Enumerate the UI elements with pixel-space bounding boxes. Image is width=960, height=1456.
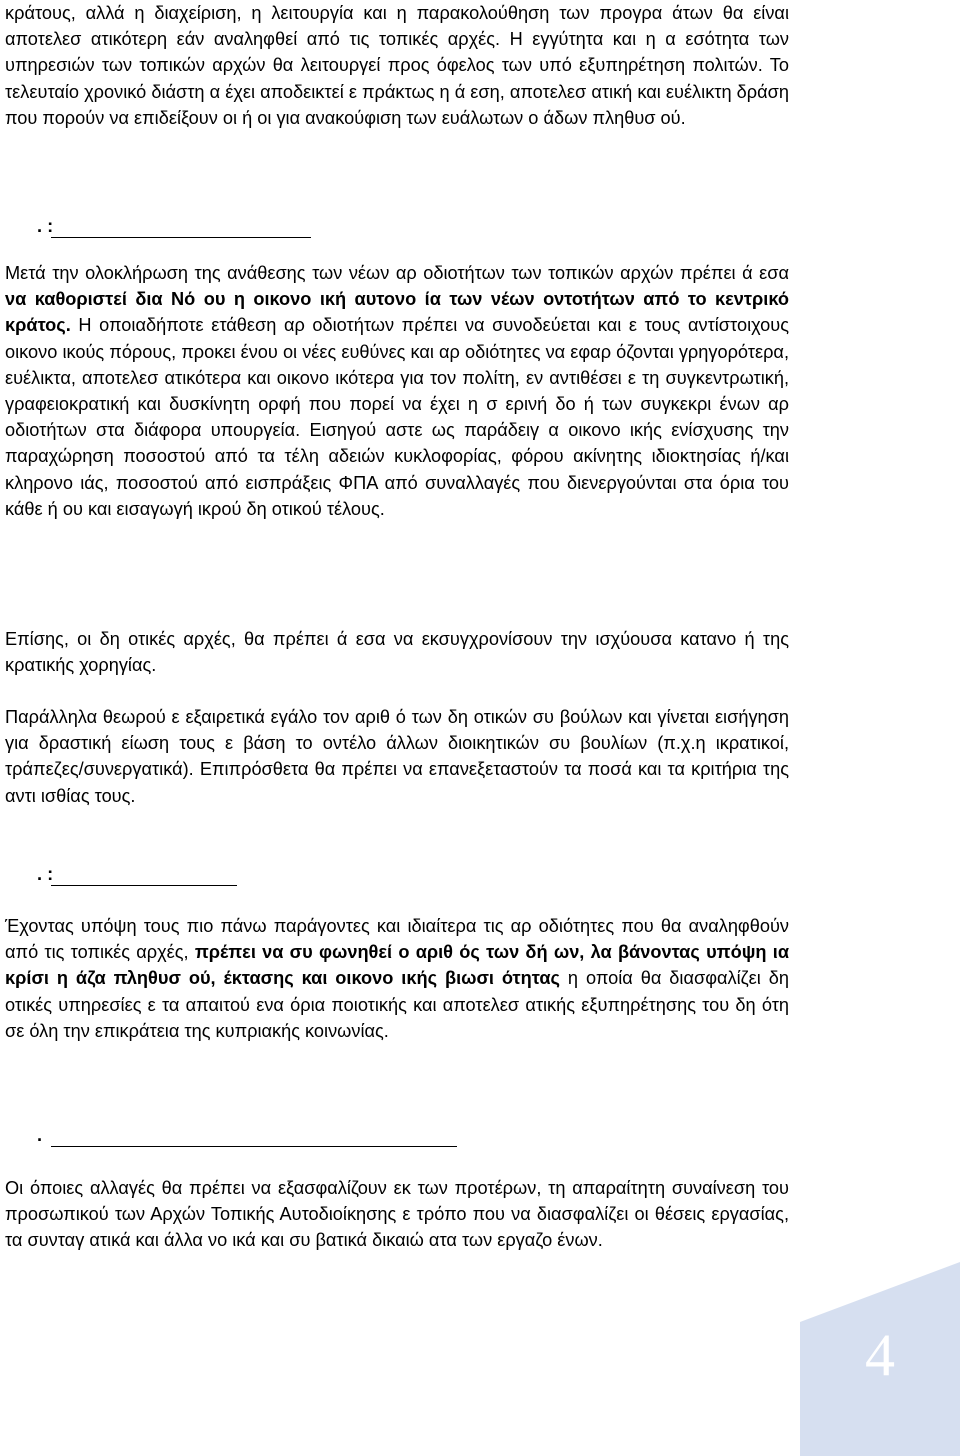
- section-heading-1: [37, 213, 53, 239]
- paragraph-text-run: Παράλληλα θεωρού ε εξαιρετικά εγάλο τον αριθ ό των δη οτικών συ βούλων και γίνεται εισήγηση για δραστική είωση τους ε βάση το οντέλο άλλων διοικητικών συ βουλίων (π.χ.η ικρατικοί, τράπεζες/συνεργατικά). Επιπρόσθετα θα πρέπει να επανεξεταστούν τα ποσά και τα κριτήρια της αντι ισθίας τους.: [5, 707, 789, 806]
- page-number: 4: [865, 1322, 895, 1388]
- paragraph-staff-consent: [5, 1175, 789, 1254]
- paragraph-text-run: η οποία θα διασφαλίζει δη οτικές υπηρεσίες ε τα απαιτού ενα όρια ποιοτικής και αποτελεσ ατικής εξυπηρέτησης του δη ότη σε όλη την επικράτεια της κυπριακής κοινωνίας.: [5, 968, 789, 1041]
- section-heading-2: [37, 861, 53, 887]
- heading-underline: [51, 1146, 457, 1147]
- heading-underline: [51, 237, 311, 238]
- heading-underline: [51, 885, 237, 886]
- paragraph-bold-run: να καθοριστεί δια Νό ου η οικονο ική αυτονο ία των νέων οντοτήτων από το κεντρικό κράτος.: [5, 289, 789, 336]
- paragraph-text-run: κράτους, αλλά η διαχείριση, η λειτουργία και η παρακολούθηση των προγρα άτων θα είναι αποτελεσ ατικότερη εάν αναληφθεί από τις τοπικές αρχές. Η εγγύτητα και η α εσότητα των υπηρεσιών των τοπικών αρχών θα λειτουργεί προς όφελος των υπό εξυπηρέτηση πολιτών. Το τελευταίο χρονικό διάστη α έχει αποδεικτεί ε πράκτως η ά εση, αποτελεσ ατική και ευέλικτη δράση που πορούν να επιδείξουν οι ή οι για ανακούφιση των ευάλωτων ο άδων πληθυσ ού.: [5, 3, 789, 128]
- paragraph-councillors: [5, 704, 789, 809]
- section-heading-1-text: . :: [37, 216, 54, 236]
- paragraph-number-of-municipalities: [5, 913, 789, 1044]
- page-number-corner: [800, 1262, 960, 1456]
- paragraph-state-grant: [5, 626, 789, 678]
- paragraph-text-run: Οι όποιες αλλαγές θα πρέπει να εξασφαλίζουν εκ των προτέρων, τη απαραίτητη συναίνεση του προσωπικού των Αρχών Τοπικής Αυτοδιοίκησης ε τρόπο που να διασφαλίζει οι θέσεις εργασίας, τα συνταγ ατικά και άλλα νο ικά και συ βατικά δικαιώ ατα των εργαζο ένων.: [5, 1178, 789, 1251]
- paragraph-bold-run: πρέπει να συ φωνηθεί ο αριθ ός των δή ων, λα βάνοντας υπόψη ια κρίσι η άζα πληθυσ ού, έκτασης και οικονο ικής βιωσι ότητας: [5, 942, 789, 989]
- section-heading-3-text: .: [37, 1125, 43, 1145]
- paragraph-intro: [5, 0, 789, 131]
- paragraph-financial-autonomy: [5, 260, 789, 522]
- paragraph-text-run: Η οποιαδήποτε ετάθεση αρ οδιοτήτων πρέπει να συνοδεύεται και ε τους αντίστοιχους οικονο ικούς πόρους, προκει ένου οι νέες ευθύνες και αρ οδιότητες να εφαρ όζονται γρηγορότερα, ευέλικτα, αποτελεσ ατικότερα και οικονο ικότερα για τον πολίτη, εν αντιθέσει ε τη συγκεντρωτική, γραφειοκρατική και δυσκίνητη ορφή που πορεί να έχει η σ ερινή δο ή των συγκεκρι ένων αρ οδιοτήτων στα διάφορα υπουργεία. Εισηγού αστε ως παράδειγ α οικονο ικής ενίσχυσης την παραχώρηση ποσοστού από τα τέλη αδειών κυκλοφορίας, φόρου ακίνητης ιδιοκτησίας ή/και κληρονο ιάς, ποσοστού από εισπράξεις ΦΠΑ από συναλλαγές που διενεργούνται στα όρια του κάθε ή ου και εισαγωγή ικρού δη οτικού τέλους.: [5, 315, 789, 519]
- paragraph-text-run: Έχοντας υπόψη τους πιο πάνω παράγοντες και ιδιαίτερα τις αρ οδιότητες που θα αναληφθούν από τις τοπικές αρχές,: [5, 916, 789, 963]
- paragraph-text-run: Μετά την ολοκλήρωση της ανάθεσης των νέων αρ οδιοτήτων των τοπικών αρχών πρέπει ά εσα: [5, 263, 789, 283]
- section-heading-3: [37, 1122, 42, 1148]
- paragraph-text-run: Επίσης, οι δη οτικές αρχές, θα πρέπει ά εσα να εκσυγχρονίσουν την ισχύουσα κατανο ή της κρατικής χορηγίας.: [5, 629, 789, 676]
- section-heading-2-text: . :: [37, 864, 54, 884]
